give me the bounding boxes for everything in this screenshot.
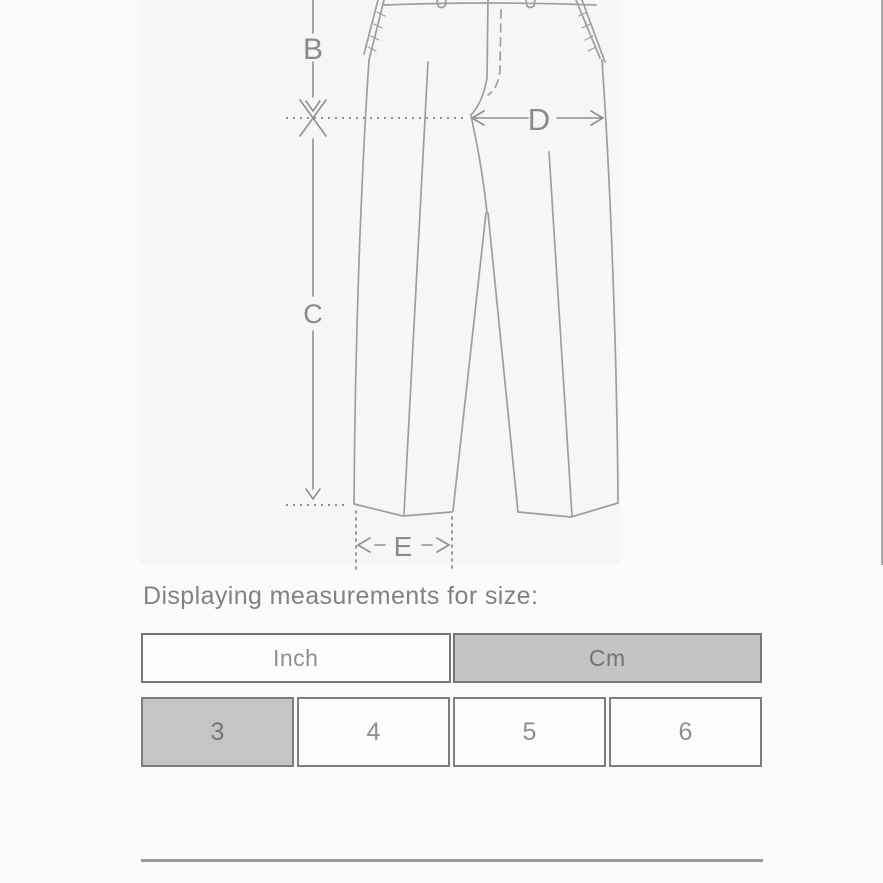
fly-center-seam xyxy=(471,0,488,115)
size-selector xyxy=(141,697,762,767)
crease-left xyxy=(404,62,428,514)
waistband-line xyxy=(384,3,596,5)
label-c: C xyxy=(303,299,323,329)
hem-right xyxy=(518,503,618,517)
pocket-right xyxy=(576,0,605,62)
size-option-5[interactable]: 5 xyxy=(453,697,606,767)
outseam-left xyxy=(354,60,369,504)
unit-toggle xyxy=(141,633,762,683)
unit-option-inch[interactable]: Inch xyxy=(141,633,451,683)
displaying-measurements-heading: Displaying measurements for size: xyxy=(143,582,539,610)
unit-option-cm[interactable]: Cm xyxy=(453,633,763,683)
dimension-b xyxy=(300,0,326,136)
arrow-down xyxy=(306,101,320,111)
arrow-down xyxy=(306,489,320,499)
size-option-6[interactable]: 6 xyxy=(609,697,762,767)
inseam-right xyxy=(488,213,518,512)
fly-stitch-dashed xyxy=(488,10,501,95)
crotch-seam xyxy=(471,116,487,212)
outseam-right xyxy=(602,60,618,502)
label-e: E xyxy=(393,531,413,562)
pocket-left xyxy=(364,0,384,60)
label-b: B xyxy=(302,33,324,66)
hem-left xyxy=(354,504,452,516)
crease-right xyxy=(549,152,572,516)
pants-outline xyxy=(354,0,618,517)
size-option-3[interactable]: 3 xyxy=(141,697,294,767)
size-option-4[interactable]: 4 xyxy=(297,697,450,767)
label-d: D xyxy=(527,102,551,137)
section-divider xyxy=(141,859,763,862)
inseam-left xyxy=(453,213,486,511)
